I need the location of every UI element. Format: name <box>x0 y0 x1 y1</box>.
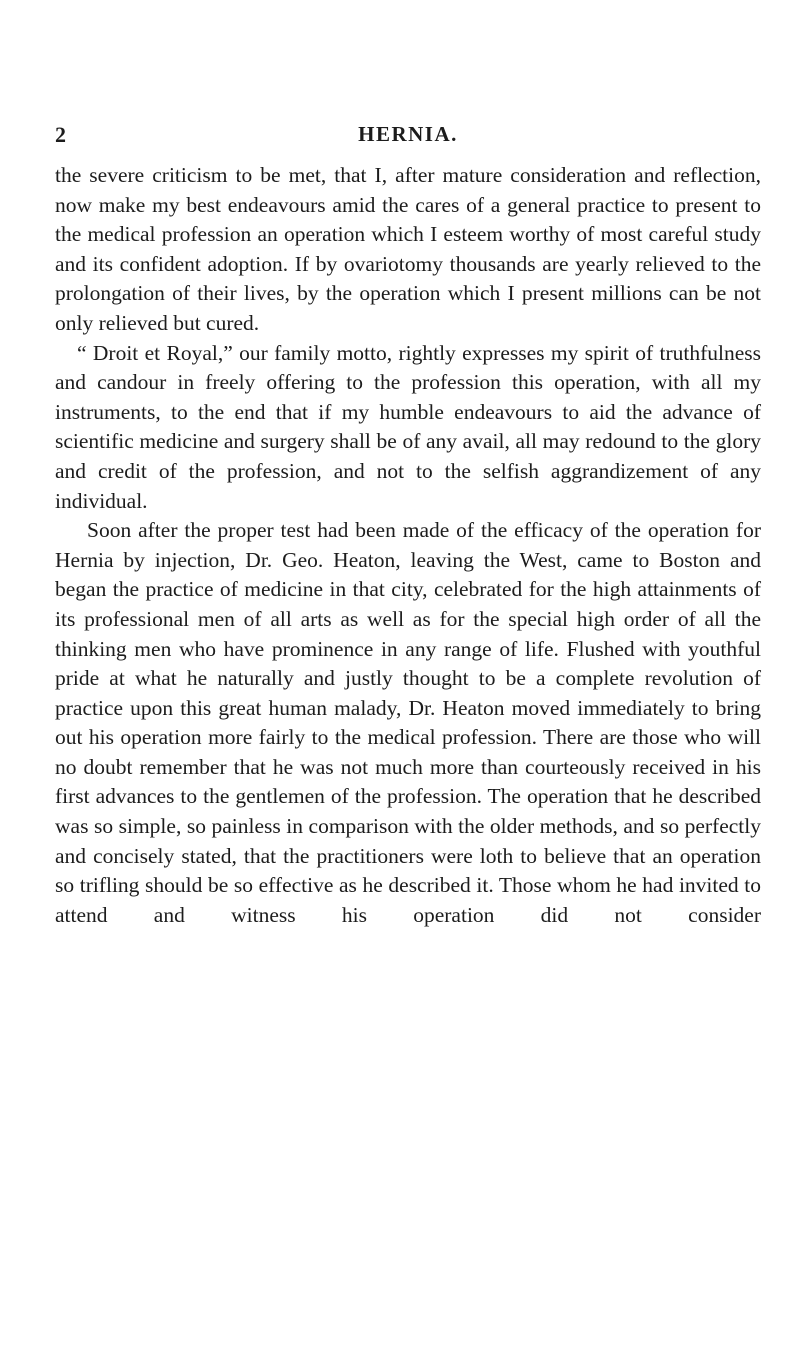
page-header <box>55 122 761 152</box>
paragraph: Soon after the proper test had been made of the efficacy of the operation for Hernia by injection, Dr. Geo. Heaton, leaving the West, came to Boston and began the practice of medicine in that city, celebrated for the high attainments of its professional men of all arts as well as for the special high order of all the thinking men who have prominence in any range of life. Flushed with youthful pride at what he naturally and justly thought to be a complete revolution of practice upon this great human malady, Dr. Heaton moved immediately to bring out his operation more fairly to the medical profession. There are those who will no doubt remember that he was not much more than courteously received in his first advances to the gentlemen of the profession. The operation that he described was so simple, so painless in comparison with the older methods, and so perfectly and concisely stated, that the practitioners were loth to believe that an operation so trifling should be so effective as he described it. Those whom he had invited to attend and witness his operation did not consider <box>55 518 761 927</box>
body-text <box>55 161 761 930</box>
paragraph: “ Droit et Royal,” our family motto, rightly expresses my spirit of truthfulness and candour in freely offering to the profession this operation, with all my instruments, to the end that if my humble endeavours to aid the advance of scientific medicine and surgery shall be of any avail, all may redound to the glory and credit of the profession, and not to the selfish aggrandizement of any individual. <box>55 340 761 513</box>
paragraph: the severe criticism to be met, that I, after mature consideration and reflection, now make my best endeavours amid the cares of a general practice to present to the medical profession an operation which I esteem worthy of most careful study and its confident adoption. If by ovariotomy thousands are yearly relieved to the prolongation of their lives, by the operation which I present millions can be not only relieved but cured. <box>55 163 761 335</box>
running-title: HERNIA. <box>358 122 458 146</box>
page-number: 2 <box>55 122 66 147</box>
